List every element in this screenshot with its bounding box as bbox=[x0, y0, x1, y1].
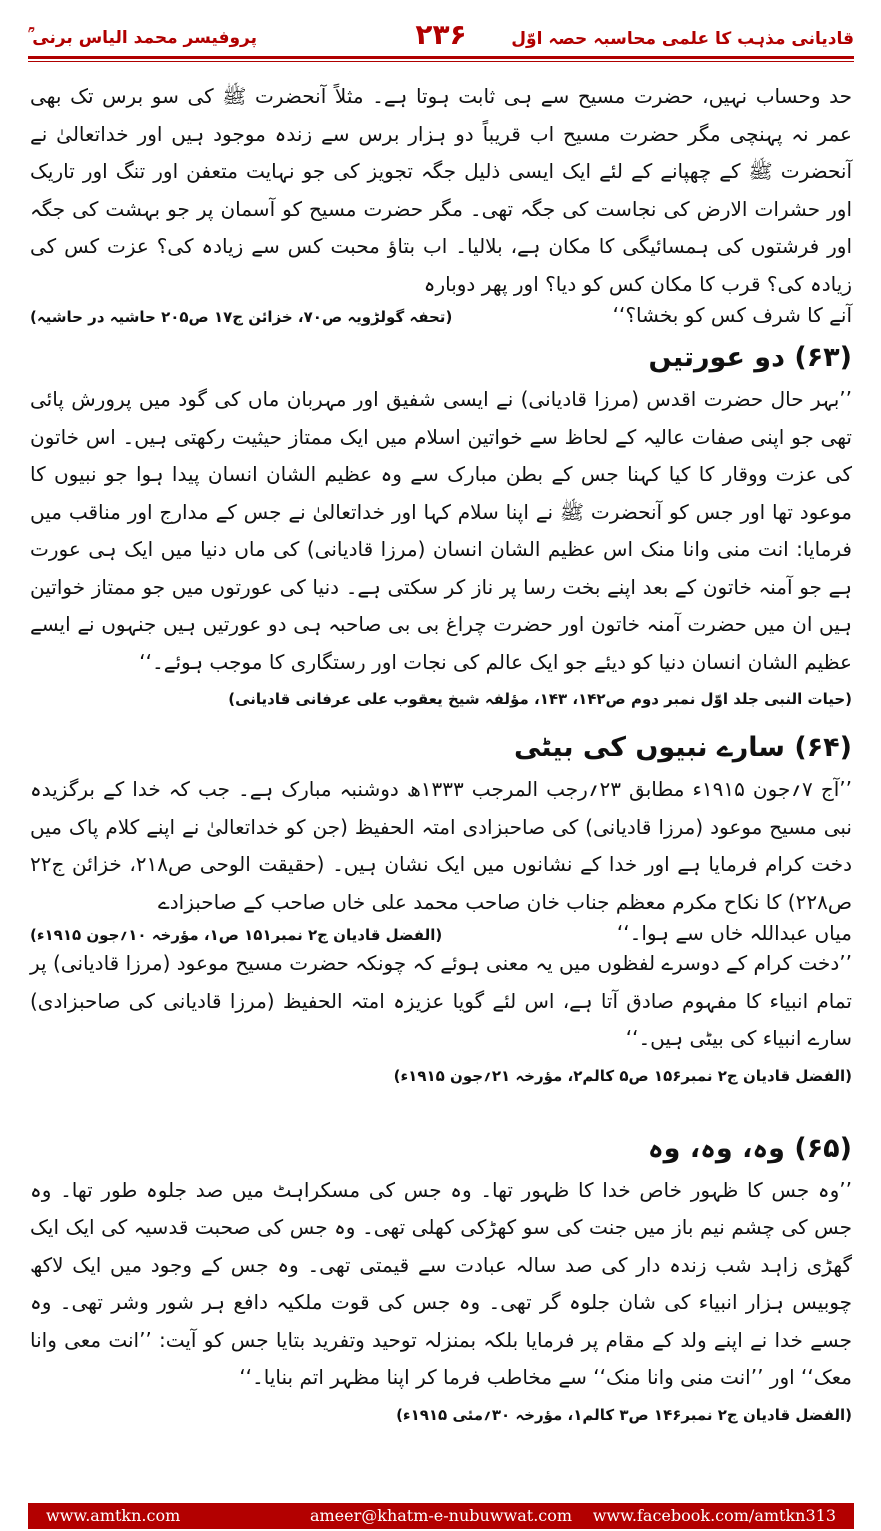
section64-reference-2: (الفضل قادیان ج۲ نمبر۱۵۶ ص۵ کالم۲، مؤرخہ ۲۱؍جون ۱۹۱۵ء) bbox=[393, 1066, 852, 1085]
header-divider bbox=[28, 56, 854, 59]
header-divider-thin bbox=[28, 61, 854, 62]
footer-email-link[interactable]: ameer@khatm-e-nubuwwat.com bbox=[309, 1506, 573, 1525]
section1-paragraph: حد وحساب نہیں، حضرت مسیح سے ہی ثابت ہوتا ہے۔ مثلاً آنحضرت ﷺ کی سو برس تک بھی عمر نہ پہنچی مگر حضرت مسیح اب قریباً دو ہزار برس سے زندہ موجود ہیں اور خداتعالیٰ نے آنحضرت ﷺ کے چھپانے کے لئے ایک ایسی ذلیل جگہ تجویز کی جو نہایت متعفن اور تنگ اور تاریک اور حشرات الارض کی نجاست کی جگہ تھی۔ مگر حضرت مسیح کو آسمان پر جو بہشت کی جگہ اور فرشتوں کی ہمسائیگی کا مکان ہے، بلالیا۔ اب بتاؤ محبت کس سے زیادہ کی؟ عزت کس کی زیادہ کی؟ قرب کا مکان کس کو دیا؟ اور پھر دوبارہ bbox=[30, 84, 852, 296]
section64-last-line: میاں عبداللہ خاں سے ہوا۔‘‘ bbox=[616, 921, 852, 945]
section64-paragraph: ’’آج ۷؍جون ۱۹۱۵ء مطابق ۲۳؍رجب المرجب ۱۳۳۳ھ دوشنبہ مبارک ہے۔ جب کہ خدا کے برگزیدہ نبی مسیح موعود (مرزا قادیانی) کی صاحبزادی امتہ الحفیظ (جن کو خداتعالیٰ نے اپنے کلام پاک میں دخت کرام فرمایا ہے اور خدا کے نشانوں میں ایک نشان ہیں۔ (حقیقت الوحی ص۲۱۸، خزائن ج۲۲ ص۲۲۸) کا نکاح مکرم معظم جناب خان صاحب محمد علی خاں صاحب کے صاحبزادے bbox=[30, 777, 853, 914]
section63-heading: (۶۳) دو عورتیں bbox=[648, 342, 852, 373]
section64-reference-1: (الفضل قادیان ج۲ نمبر۱۵۱ ص۱، مؤرخہ ۱۰؍جون ۱۹۱۵ء) bbox=[30, 926, 443, 944]
section1-last-line: آنے کا شرف کس کو بخشا؟‘‘ bbox=[612, 303, 852, 327]
section65-paragraph: ’’وہ جس کا ظہور خاص خدا کا ظہور تھا۔ وہ جس کی مسکراہٹ میں صد جلوہ طور تھا۔ وہ جس کی چشم نیم باز میں جنت کی سو کھڑکی کھلی تھی۔ وہ جس کی صحبت قدسیہ کی ایک ایک گھڑی زاہد شب زندہ دار کی صد سالہ عبادت سے قیمتی تھی۔ وہ جس کے وجود میں ایک لاکھ چوبیس ہزار انبیاء کی شان جلوہ گر تھی۔ وہ جس کی قوت ملکیہ دافع ہر شور وشر تھی۔ وہ جسے خدا نے اپنے ولد کے مقام پر فرمایا بلکہ بمنزلہ توحید وتفرید بتایا جس کو آیت: ’’انت معی وانا معک‘‘ اور ’’انت منی وانا منک‘‘ سے مخاطب فرما کر اپنا مظہر اتم بنایا۔‘‘ bbox=[30, 1177, 852, 1389]
footer-facebook-link[interactable]: www.facebook.com/amtkn313 bbox=[592, 1506, 836, 1525]
header-book-title: قادیانی مذہب کا علمی محاسبہ حصہ اوّل bbox=[511, 29, 854, 49]
section65-heading: (۶۵) وہ، وہ، وہ bbox=[647, 1132, 852, 1164]
page-number: ۲۳۶ bbox=[415, 18, 467, 51]
page-header bbox=[28, 8, 854, 54]
section64-heading: (۶۴) سارے نبیوں کی بیٹی bbox=[514, 732, 852, 763]
section1-closing-line bbox=[30, 303, 852, 327]
section64-paragraph-2: ’’دخت کرام کے دوسرے لفظوں میں یہ معنی ہوئے کہ چونکہ حضرت مسیح موعود (مرزا قادیانی) پر تمام انبیاء کا مفہوم صادق آتا ہے، اس لئے گویا عزیزہ امتہ الحفیظ (مرزا قادیانی کی صاحبزادی) سارے انبیاء کی بیٹی ہیں۔‘‘ bbox=[30, 951, 852, 1050]
page-content bbox=[30, 78, 852, 1429]
header-author: پروفیسر محمد الیاس برنی ؒ bbox=[28, 28, 258, 48]
section1-reference: (تحفہ گولڑویہ ص۷۰، خزائن ج۱۷ ص۲۰۵ حاشیہ در حاشیہ) bbox=[30, 308, 453, 326]
footer-website-link[interactable]: www.amtkn.com bbox=[46, 1506, 181, 1525]
section63-paragraph: ’’بہر حال حضرت اقدس (مرزا قادیانی) نے ایسی شفیق اور مہربان ماں کی گود میں پرورش پائی تھی جو اپنی صفات عالیہ کے لحاظ سے خواتین اسلام میں ایک ممتاز حیثیت رکھتی ہیں۔ اس خاتون کی عزت ووقار کا کیا کہنا جس کے بطن مبارک سے وہ عظیم الشان انسان پیدا ہوا جو نبیوں کا موعود تھا اور جس کو آنحضرت ﷺ نے اپنا سلام کہا اور خداتعالیٰ نے جس کے مدارج اور مناقب میں فرمایا: انت منی وانا منک اس عظیم الشان انسان (مرزا قادیانی) کی ماں دنیا میں ایک ہی عورت ہے جو آمنہ خاتون کے بعد اپنے بخت رسا پر ناز کر سکتی ہے۔ دنیا کی عورتوں میں جو ممتاز خواتین ہیں ان میں حضرت آمنہ خاتون اور حضرت چراغ بی بی صاحبہ ہی دو عورتیں ہیں جنہوں نے ایسے عظیم الشان انسان دنیا کو دیئے جو ایک عالم کی نجات اور رستگاری کا موجب ہوئے۔‘‘ bbox=[30, 387, 852, 674]
page-footer bbox=[28, 1503, 854, 1529]
section63-reference: (حیات النبی جلد اوّل نمبر دوم ص۱۴۲، ۱۴۳، مؤلفہ شیخ یعقوب علی عرفانی قادیانی) bbox=[228, 690, 852, 708]
section64-closing-line bbox=[30, 921, 852, 945]
section65-reference: (الفضل قادیان ج۲ نمبر۱۴۶ ص۳ کالم۱، مؤرخہ ۳۰؍مئی ۱۹۱۵ء) bbox=[396, 1405, 852, 1424]
